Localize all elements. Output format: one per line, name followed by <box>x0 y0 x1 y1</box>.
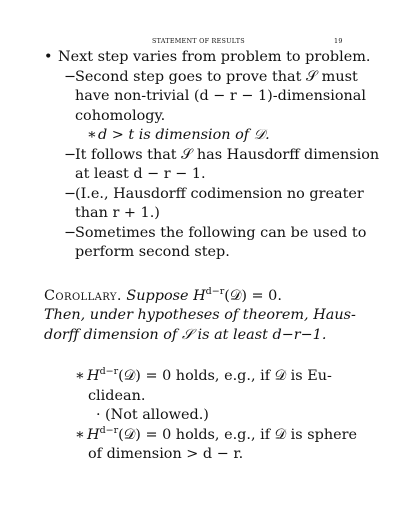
list-item <box>44 68 364 88</box>
corollary-title: Corollary. <box>44 287 122 304</box>
note-text-continued: clidean. <box>88 387 146 404</box>
item-text: d > t is dimension of 𝒟. <box>98 127 270 143</box>
item-text: It follows that 𝒮 has Hausdorff dimension <box>75 146 380 163</box>
note-text-continued: of dimension > d − r. <box>88 446 244 462</box>
star-marker: ∗ <box>75 426 85 443</box>
page-number: 19 <box>334 37 343 45</box>
list-item <box>44 48 371 68</box>
note-text: (𝒟) = 0 holds, e.g., if 𝒟 is sphere <box>118 426 358 443</box>
item-text-continued: have non-trivial (d − r − 1)-dimensional <box>75 88 366 104</box>
item-text-continued: cohomology. <box>75 107 166 124</box>
note-subitem <box>44 406 364 426</box>
list-item <box>44 146 380 166</box>
note-text: H <box>87 426 100 443</box>
item-text: Sometimes the following can be used to <box>75 224 367 241</box>
item-text-continued: than r + 1.) <box>75 205 160 221</box>
star-marker: ∗ <box>75 368 85 384</box>
corollary-text: Suppose H <box>126 287 206 304</box>
corollary-text: (𝒟) = 0. <box>224 287 282 304</box>
corollary-statement <box>44 287 364 307</box>
dash-marker: − <box>64 224 77 241</box>
superscript: d−r <box>99 424 119 436</box>
note-item <box>44 367 364 387</box>
note-text: H <box>87 368 100 384</box>
header-title: STATEMENT OF RESULTS <box>152 37 245 45</box>
dash-marker: − <box>64 146 77 163</box>
item-text: Second step goes to prove that 𝒮 must <box>75 68 358 85</box>
note-item <box>44 426 364 446</box>
note-text: (Not allowed.) <box>105 407 209 423</box>
list-item <box>44 224 367 244</box>
dot-marker: · <box>96 407 101 423</box>
item-text: (I.e., Hausdorff codimension no greater <box>75 185 364 202</box>
item-text-continued: at least d − r − 1. <box>75 166 206 182</box>
list-item <box>44 126 364 146</box>
star-marker: ∗ <box>87 127 97 143</box>
superscript: d−r <box>99 366 119 377</box>
bullet-marker: • <box>44 49 53 65</box>
note-text: (𝒟) = 0 holds, e.g., if 𝒟 is Eu- <box>118 368 332 384</box>
dash-marker: − <box>64 185 77 202</box>
corollary-text: Then, under hypotheses of theorem, Haus- <box>44 307 356 323</box>
item-text: Next step varies from problem to problem. <box>58 49 371 65</box>
page-body <box>44 48 380 465</box>
superscript: d−r <box>205 285 225 297</box>
dash-marker: − <box>64 68 77 85</box>
list-item <box>44 185 364 205</box>
corollary-text: dorff dimension of 𝒮 is at least d−r−1. <box>44 326 327 343</box>
item-text-continued: perform second step. <box>75 244 230 260</box>
